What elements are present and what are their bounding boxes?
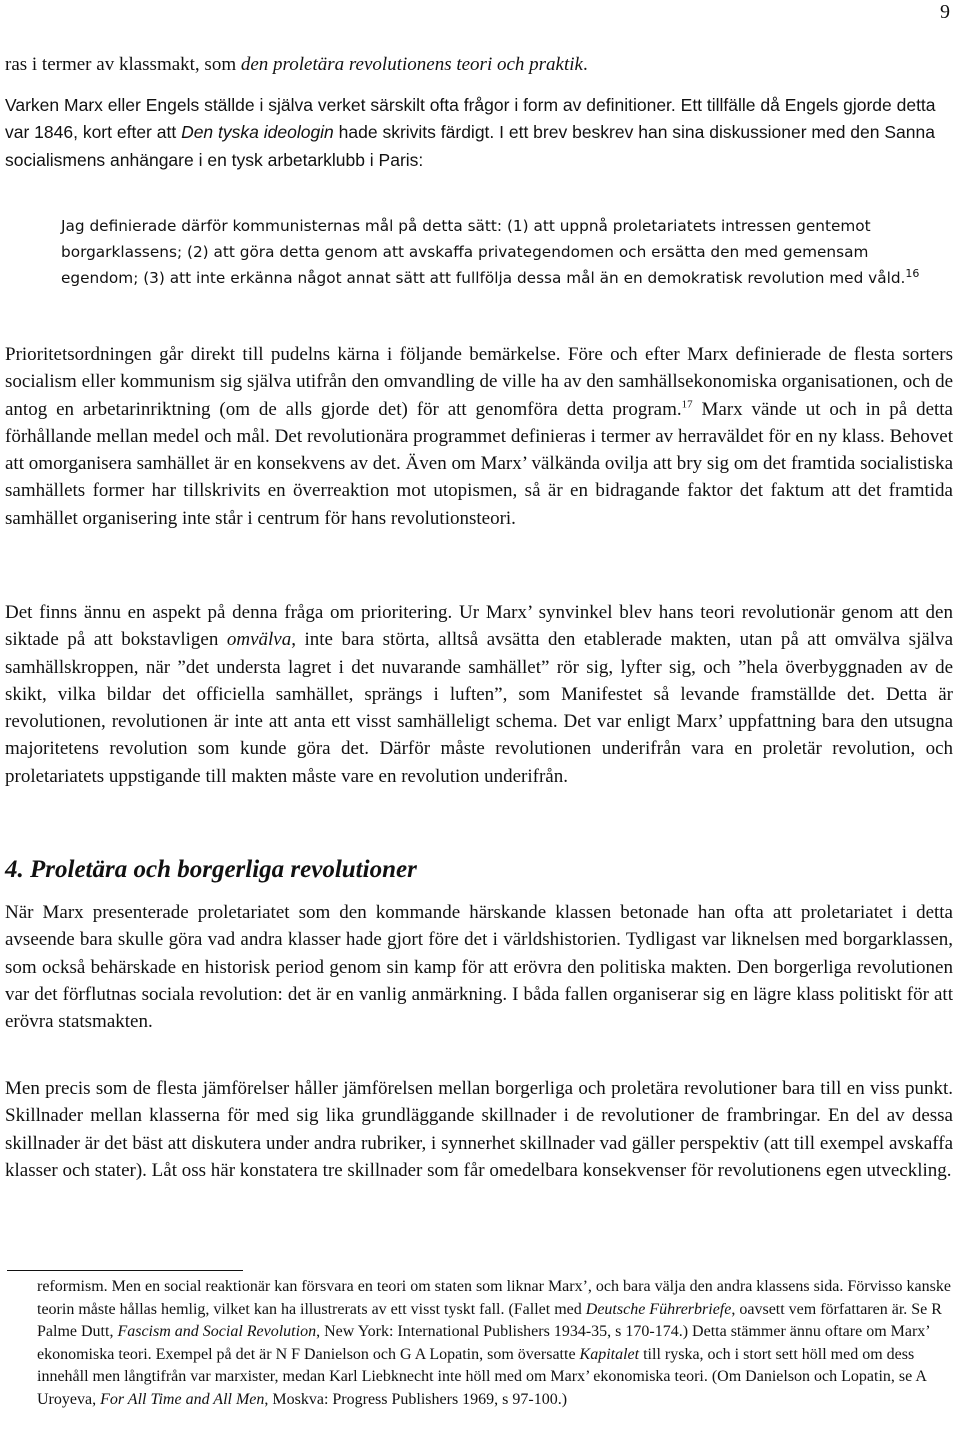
text: , Moskva: Progress Publishers 1969, s 97-100.) [264, 1390, 568, 1408]
emphasis: Den tyska ideologin [181, 122, 334, 143]
paragraph-engels-definition [5, 92, 953, 174]
emphasis: den proletära revolutionens teori och praktik [240, 54, 583, 75]
page-number: 9 [940, 1, 950, 23]
section-heading: 4. Proletära och borgerliga revolutioner [5, 856, 417, 883]
text: , inte bara störta, alltså avsätta den etablerade makten, utan på att omvälva själva samhällskroppen, när ”det understa lagret i det nuvarande samhället” rör sig, lyfter sig, och ”hela överbyggnaden av de skikt, vilka bildar det officiella samhället, sprängs i luften”, som Manifestet så levande framställde det. Detta är revolutionen, revolutionen är inte att anta ett visst samhälleligt schema. Det var enligt Marx’ uppfattning bara den utsugna majoritetens revolution som kunde göra det. Därför måste revolutionen underifrån vara en proletär revolution, och proletariatets uppstigande till makten måste vare en revolution underifrån. [5, 629, 953, 787]
text: I ett brev beskrev han sina diskussioner med den Sanna socialismens anhängare i en tysk arbetarklubb i Paris: [5, 122, 935, 170]
text: , oavsett vem författaren är. Se R Palme Dutt, [37, 1300, 942, 1341]
text: Prioritetsordningen går direkt till pudelns kärna i följande bemärkelse. Före och efter Marx definierade de flesta sorters socialism eller kommunism sig själva utifrån den omvandling de ville ha av den samhällsekonomiska organisationen, och de antog en arbetarinriktning (om de alls gjorde det) för att genomföra detta program. [5, 344, 953, 420]
emphasis: For All Time and All Men [100, 1390, 265, 1408]
text: . [582, 54, 588, 75]
text: reformism. Men en social reaktionär kan försvara en teori om staten som liknar Marx’, och bara välja den andra klassens sida. Förvisso kanske teorin måste hållas hemlig, vilket kan ha illustrerats av ett visst tyskt fall. (Fallet med [37, 1278, 951, 1318]
block-quote [61, 213, 921, 291]
footnote-ref: 17 [681, 398, 693, 411]
emphasis: Kapitalet [579, 1345, 640, 1363]
text: hade skrivits färdigt. [333, 122, 495, 143]
paragraph-aspect [5, 599, 953, 790]
text: till ryska, och i stort sett höll med om dess innehåll men långtifrån var marxister, medan Karl Liebknecht inte höll med om Marx’ ekonomiska teori. (Om Danielson och Lopatin, se A Uroyeva, [37, 1345, 927, 1408]
footnote-ref: 16 [905, 266, 920, 280]
footnote [37, 1276, 957, 1412]
paragraph-priority [5, 341, 953, 532]
text: Det finns ännu en aspekt på denna fråga om prioritering. Ur Marx’ synvinkel blev hans teori revolutionär genom att den siktade på att bokstavligen [5, 602, 953, 651]
text: , New York: International Publishers 1934-35, s 170-174.) Detta stämmer ännu oftare om Marx’ ekonomiska teori. Exempel på det är N F Danielson och G A Lopatin, som översatte [37, 1323, 930, 1363]
text: Varken Marx eller Engels ställde i själva verket särskilt ofta frågor i form av definitioner. Ett tillfälle då Engels gjorde detta var 1846, kort efter att [5, 95, 936, 143]
text: ras i termer av klassmakt, som [5, 54, 241, 75]
emphasis: Fascism and Social Revolution [117, 1323, 317, 1341]
footnote-divider [7, 1270, 243, 1271]
paragraph-comparison: Men precis som de flesta jämförelser håller jämförelsen mellan borgerliga och proletära revolutioner bara till en viss punkt. Skillnader mellan klasserna för med sig lika grundläggande skillnader i de revolutioner de frambringar. En del av dessa skillnader är det bäst att diskutera under andra rubriker, i synnerhet skillnader vad gäller perspektiv (att till exempel avskaffa klasser och stater). Låt oss här konstatera tre skillnader som får omedelbara konsekvenser för revolutionens egen utveckling. [5, 1078, 953, 1181]
quote-text: Jag definierade därför kommunisternas mål på detta sätt: (1) att uppnå proletariatets intressen gentemot borgarklassens; (2) att göra detta genom att avskaffa privategendomen och ersätta den med gemensam egendom; (3) att inte erkänna något annat sätt att fullfölja dessa mål än en demokratisk revolution med våld. [61, 217, 906, 287]
emphasis: Deutsche Führerbriefe [585, 1300, 732, 1318]
text: Marx vände ut och in på detta förhållande mellan medel och mål. Det revolutionära programmet definieras i termer av herraväldet för en ny klass. Behovet att omorganisera samhället är en konsekvens av det. Även om Marx’ välkända ovilja att bry sig om det framtida socialistiska samhällets former har tillskrivits en överreaktion mot utopismen, så är en bidragande faktor det faktum att det framtida samhället organisering inte står i centrum för hans revolutionsteori. [5, 398, 953, 529]
emphasis: omvälva [226, 629, 292, 651]
paragraph-continuation [5, 51, 953, 78]
paragraph-ruling-class: När Marx presenterade proletariatet som den kommande härskande klassen betonade han ofta att proletariatet i detta avseende bara skulle göra vad andra klasser hade gjort före det i världshistorien. Tydligast var liknelsen med borgarklassen, som också behärskade en historisk period genom sin kamp för att erövra den politiska makten. Den borgerliga revolutionen var det förflutnas sociala revolution: det är en vanlig anmärkning. I båda fallen organiserar sig en lägre klass politiskt för att erövra statsmakten. [5, 902, 953, 1033]
